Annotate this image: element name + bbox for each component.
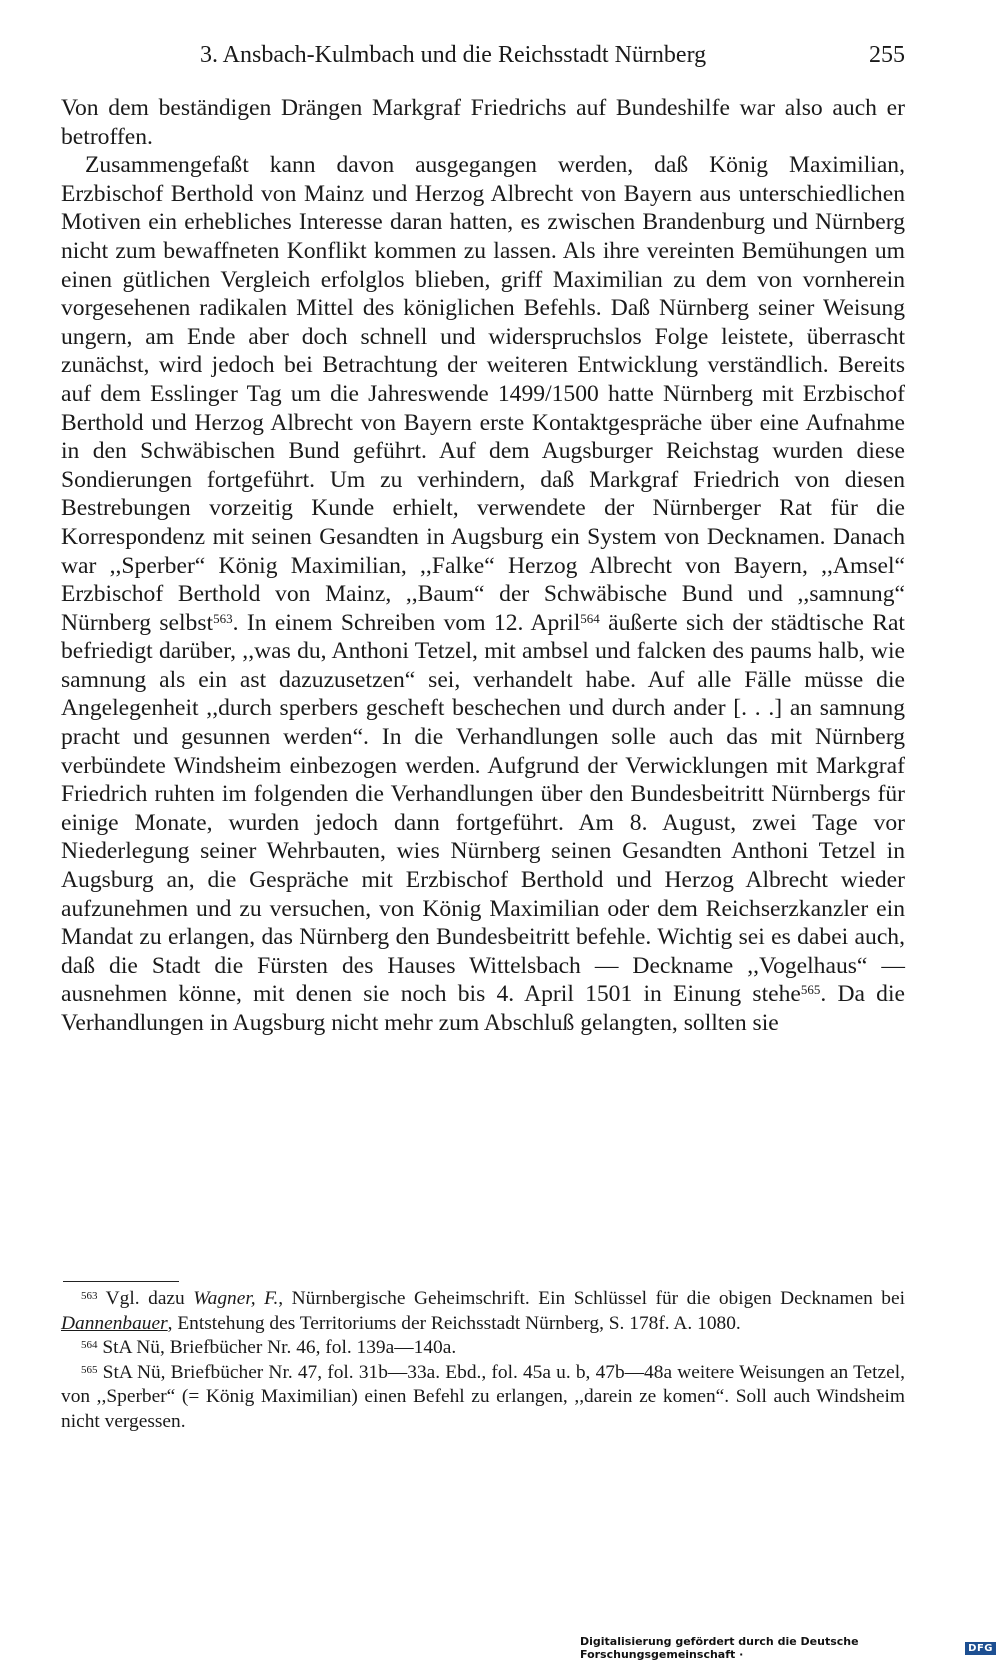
footnote-564 <box>61 1336 905 1361</box>
footnote-563 <box>61 1287 905 1336</box>
running-title: 3. Ansbach-Kulmbach und die Reichsstadt Nürnberg <box>200 42 707 68</box>
footnote-text: Vgl. dazu <box>97 1288 194 1309</box>
body-text <box>61 94 905 1038</box>
footnote-text: , Nürnbergische Geheimschrift. Ein Schlüssel für die obigen Decknamen bei <box>278 1288 905 1309</box>
paragraph-2-part-b: . In einem Schreiben vom 12. April <box>232 609 581 636</box>
footnote-divider <box>63 1281 179 1282</box>
paragraph-2-part-a: Zusammengefaßt kann davon ausgegangen werden, daß König Maximilian, Erzbischof Berthold von Mainz und Herzog Albrecht von Bayern aus unterschiedlichen Motiven ein erhebliches Interesse daran hatten, es zwischen Brandenburg und Nürnberg nicht zum bewaffneten Konflikt kommen zu lassen. Als ihre vereinten Bemühungen um einen gütlichen Vergleich erfolglos blieben, griff Maximilian zu dem von vornherein vorgesehenen radikalen Mittel des königlichen Befehls. Daß Nürnberg seiner Weisung ungern, am Ende aber doch schnell und widerspruchslos Folge leistete, überrascht zunächst, wird jedoch bei Betrachtung der weiteren Entwicklung verständlich. Bereits auf dem Esslinger Tag um die Jahreswende 1499/1500 hatte Nürnberg mit Erzbischof Berthold und Herzog Albrecht von Bayern erste Kontaktgespräche über eine Aufnahme in den Schwäbischen Bund geführt. Auf dem Augsburger Reichstag wurden diese Sondierungen fortgeführt. Um zu verhindern, daß Markgraf Friedrich von diesen Bestrebungen vorzeitig Kunde erhielt, verwendete der Nürnberger Rat für die Korrespondenz mit seinen Gesandten in Augsburg ein System von Decknamen. Danach war ,,Sperber“ König Maximilian, ,,Falke“ Herzog Albrecht von Bayern, ,,Amsel“ Erzbischof Berthold von Mainz, ,,Baum“ der Schwäbische Bund und ,,samnung“ Nürnberg selbst <box>61 152 905 636</box>
footnote-number: 565 <box>81 1363 98 1376</box>
footnote-author: Wagner, F. <box>193 1288 279 1309</box>
footnote-number: 563 <box>81 1290 98 1302</box>
footnote-ref-563[interactable]: 563 <box>213 610 233 626</box>
footer-credit: Digitalisierung gefördert durch die Deutsche Forschungsgemeinschaft · <box>580 1635 859 1661</box>
footnote-author: Dannenbauer <box>61 1312 168 1334</box>
paragraph-2 <box>61 151 905 1037</box>
footnote-number: 564 <box>81 1339 98 1352</box>
footnote-text: StA Nü, Briefbücher Nr. 46, fol. 139a—140a. <box>97 1337 457 1359</box>
footnotes <box>61 1287 905 1435</box>
paragraph-1: Von dem beständigen Drängen Markgraf Friedrichs auf Bundeshilfe war also auch er betroffen. <box>61 95 905 150</box>
digitization-footer <box>580 1637 1000 1659</box>
dfg-logo-icon: DFG <box>965 1642 996 1655</box>
footnote-565 <box>61 1361 905 1435</box>
footnote-ref-564[interactable]: 564 <box>580 610 600 626</box>
page-number: 255 <box>869 42 905 68</box>
paragraph-2-part-d: . Da die Verhandlungen in Augsburg nicht mehr zum Abschluß gelangten, sollten sie <box>61 981 906 1036</box>
footnote-text: StA Nü, Briefbücher Nr. 47, fol. 31b—33a. Ebd., fol. 45a u. b, 47b—48a weitere Weisungen an Tetzel, von ,,Sperber“ (= König Maximilian) einen Befehl zu erlangen, ,,darein ze komen“. Soll auch Windsheim nicht vergessen. <box>61 1361 905 1432</box>
footnote-ref-565[interactable]: 565 <box>800 982 821 998</box>
paragraph-2-part-c: äußerte sich der städtische Rat befriedigt darüber, ,,was du, Anthoni Tetzel, mit ambsel und falcken des paums halb, wie samnung als ein ast dazuzusetzen“ sei, verhandelt habe. Auf alle Fälle müsse die Angelegenheit ,,durch sperbers gescheft beschechen und durch ander [. . .] an samnung pracht und gesunnen werden“. In die Verhandlungen solle auch das mit Nürnberg verbündete Windsheim einbezogen werden. Aufgrund der Verwicklungen mit Markgraf Friedrich ruhten im folgenden die Verhandlungen über den Bundesbeitritt Nürnbergs für einige Monate, wurden jedoch dann fortgeführt. Am 8. August, zwei Tage vor Niederlegung seiner Wehrbauten, wies Nürnberg seinen Gesandten Anthoni Tetzel in Augsburg an, die Gespräche mit Erzbischof Berthold und Herzog Albrecht wieder aufzunehmen und zu versuchen, von König Maximilian oder dem Reichserzkanzler ein Mandat zu erlangen, das Nürnberg den Bundesbeitritt befehle. Wichtig sei es dabei auch, daß die Stadt die Fürsten des Hauses Wittelsbach — Deckname ,,Vogelhaus“ — ausnehmen könne, mit denen sie noch bis 4. April 1501 in Einung stehe <box>61 609 905 1008</box>
running-head <box>200 40 905 70</box>
footnote-text: , Entstehung des Territoriums der Reichsstadt Nürnberg, S. 178f. A. 1080. <box>167 1312 741 1334</box>
